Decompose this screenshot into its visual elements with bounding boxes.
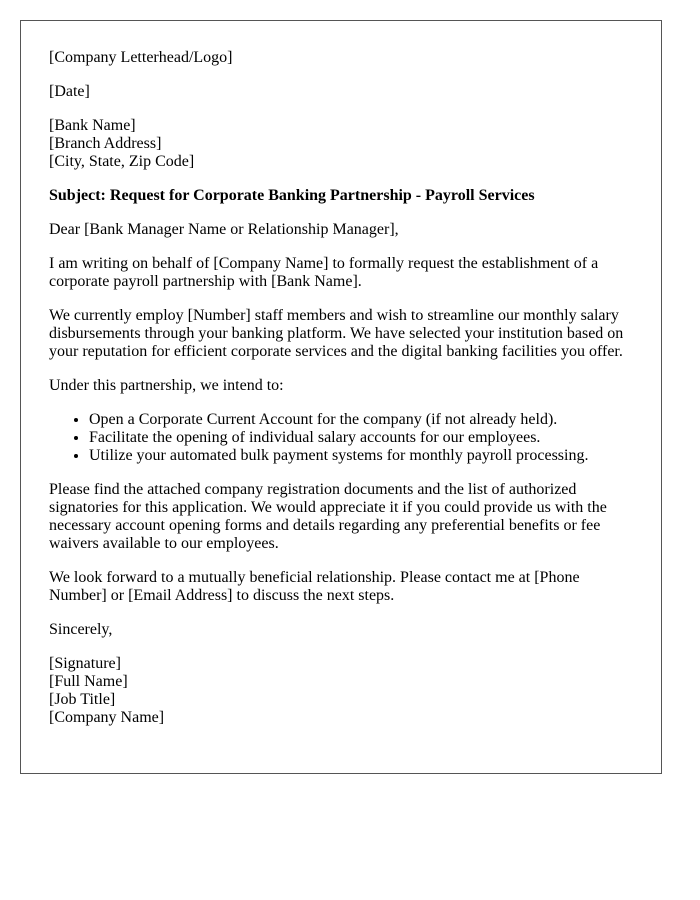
signature-block [49,655,633,727]
job-title: [Job Title] [49,691,116,708]
letterhead: [Company Letterhead/Logo] [49,49,233,66]
company-name: [Company Name] [49,709,165,726]
recipient-address [49,117,633,171]
list-item: • Facilitate the opening of individual salary accounts for our employees. [89,429,633,447]
body-paragraph: I am writing on behalf of [Company Name] to formally request the establishment of a corporate payroll partnership with [Bank Name]. [49,255,599,290]
branch-address: [Branch Address] [49,135,162,152]
body-paragraph: Under this partnership, we intend to: [49,377,284,394]
body-paragraph: We look forward to a mutually beneficial relationship. Please contact me at [Phone Number] or [Email Address] to discuss the next steps. [49,569,580,604]
full-name: [Full Name] [49,673,128,690]
subject-line: Subject: Request for Corporate Banking Partnership - Payroll Services [49,187,535,204]
list-item: • Utilize your automated bulk payment systems for monthly payroll processing. [89,447,633,465]
list-item: • Open a Corporate Current Account for the company (if not already held). [89,411,633,429]
signature: [Signature] [49,655,121,672]
body-paragraph: We currently employ [Number] staff members and wish to streamline our monthly salary disbursements through your banking platform. We have selected your institution based on your reputation for efficient corporate services and the digital banking facilities you offer. [49,307,624,360]
body-paragraph: Please find the attached company registration documents and the list of authorized signatories for this application. We would appreciate it if you could provide us with the necessary account opening forms and details regarding any preferential benefits or fee waivers available to our employees. [49,481,607,552]
city-state-zip: [City, State, Zip Code] [49,153,195,170]
letter [20,20,662,774]
signoff: Sincerely, [49,621,113,638]
date: [Date] [49,83,90,100]
bank-name: [Bank Name] [49,117,136,134]
salutation: Dear [Bank Manager Name or Relationship Manager], [49,221,399,238]
intent-list [49,411,633,465]
